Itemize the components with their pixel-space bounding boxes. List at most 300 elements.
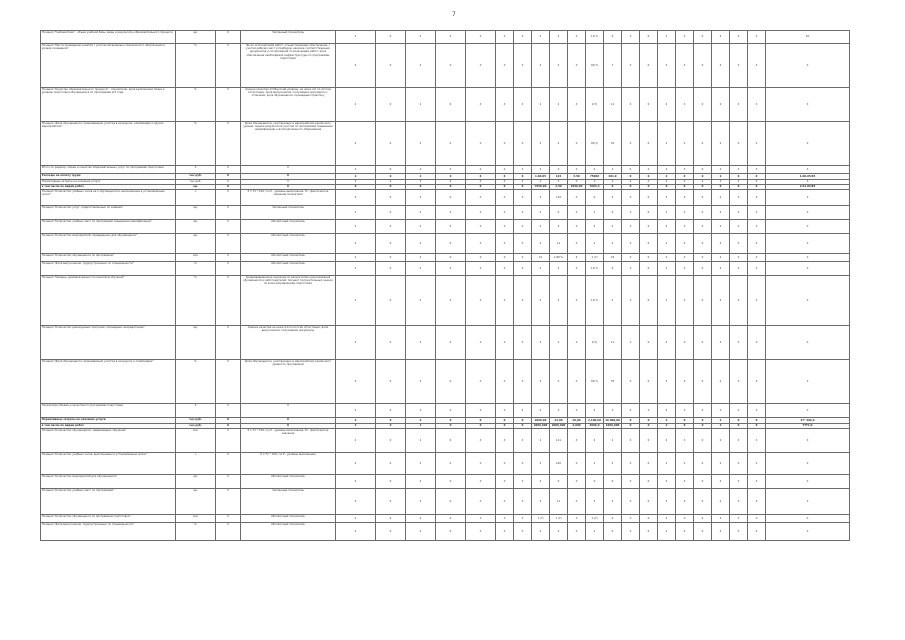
table-cell: 2 <box>532 190 550 206</box>
table-cell: ед. <box>176 489 216 515</box>
table-cell: Х <box>216 515 241 523</box>
table-cell: Х <box>496 44 514 88</box>
table-cell: 0 <box>376 515 406 523</box>
table-cell: 2 <box>336 475 376 489</box>
table-cell: Х <box>622 174 640 180</box>
table-cell: Х <box>568 326 586 360</box>
table-cell: 0 <box>376 262 406 276</box>
report-table-sheet <box>40 30 850 598</box>
table-cell: Х <box>216 190 241 206</box>
table-cell: 2 <box>658 166 676 174</box>
table-cell: Х <box>766 360 850 404</box>
table-cell: Абсолютный показатель <box>241 234 336 254</box>
table-cell: 7603,3 <box>586 185 604 190</box>
table-cell: Х <box>604 404 622 418</box>
table-cell: Х <box>730 489 748 515</box>
table-cell: Х <box>766 515 850 523</box>
table-row <box>41 360 850 404</box>
table-cell: 0 <box>436 429 466 453</box>
table-cell: Х <box>694 185 712 190</box>
table-cell: 2 <box>712 523 730 541</box>
table-cell: чел. <box>176 515 216 523</box>
table-cell: % <box>176 360 216 404</box>
table-cell: 2 <box>712 122 730 166</box>
table-cell: 0 <box>694 453 712 475</box>
table-cell: Х <box>216 276 241 326</box>
table-cell: Х <box>466 166 496 174</box>
table-cell: Х <box>514 31 532 44</box>
table-cell: 2 <box>532 475 550 489</box>
table-cell: 2 <box>712 254 730 262</box>
table-cell: Х <box>216 475 241 489</box>
table-cell: Х <box>730 453 748 475</box>
table-cell: 2 <box>532 122 550 166</box>
table-cell: 0 <box>640 326 658 360</box>
table-cell: 2 <box>336 122 376 166</box>
table-cell: Х <box>514 180 532 185</box>
table-cell: Х <box>568 262 586 276</box>
table-cell: 2 <box>550 31 568 44</box>
table-cell: Х <box>466 220 496 234</box>
table-cell: Х <box>640 166 658 174</box>
table-cell: 0 <box>640 360 658 404</box>
table-cell: 0 <box>640 424 658 429</box>
table-cell: Х <box>550 166 568 174</box>
table-cell: Х <box>568 180 586 185</box>
table-row <box>41 404 850 418</box>
table-cell: 2 <box>658 276 676 326</box>
table-cell: Х <box>216 262 241 276</box>
table-cell: Х <box>216 166 241 174</box>
table-cell: 0 <box>694 190 712 206</box>
table-cell: Позиция "Доля выпускников, трудоустроенных по специальности" <box>41 262 176 276</box>
table-row <box>41 453 850 475</box>
table-cell: 0 <box>640 174 658 180</box>
table-cell: 0 <box>694 44 712 88</box>
table-cell: 11(Y) <box>586 31 604 44</box>
table-cell: Х <box>766 254 850 262</box>
table-cell: Х <box>676 234 694 254</box>
table-cell: 0 <box>640 418 658 424</box>
table-cell: 2 <box>336 418 376 424</box>
table-cell: Х <box>766 404 850 418</box>
table-cell: Х <box>436 404 466 418</box>
table-cell: 2 <box>712 360 730 404</box>
table-cell: Позиция "Доля обучающихся, принимающих участие в конкурсах, олимпиадах и других мероприятиях" <box>41 122 176 166</box>
table-cell: Х <box>730 515 748 523</box>
table-cell: Х <box>568 122 586 166</box>
table-cell: 0 <box>586 475 604 489</box>
table-cell: 2 <box>336 276 376 326</box>
table-cell: 0 <box>640 429 658 453</box>
table-cell: Х <box>436 166 466 174</box>
table-cell: 2 <box>532 360 550 404</box>
table-cell: Х <box>376 180 406 185</box>
table-cell: Численный показатель <box>241 206 336 220</box>
table-row <box>41 523 850 541</box>
table-cell: Х <box>496 326 514 360</box>
table-cell: 0 <box>436 418 466 424</box>
table-cell: Х <box>730 424 748 429</box>
table-cell: Х <box>514 424 532 429</box>
table-cell: Х <box>676 166 694 174</box>
table-cell: Х <box>676 122 694 166</box>
table-cell: Х <box>496 31 514 44</box>
table-cell: Х <box>568 453 586 475</box>
table-cell: % <box>176 276 216 326</box>
table-cell: Нормативные затраты на оказание услуги <box>41 180 176 185</box>
table-cell: 2.01.84/85 <box>766 185 850 190</box>
table-cell: 25 <box>766 31 850 44</box>
table-cell: 2 <box>658 424 676 429</box>
table-cell: Абсолютный показатель <box>241 262 336 276</box>
table-cell: Х <box>766 326 850 360</box>
table-cell: 2 <box>336 254 376 262</box>
table-cell: Х <box>748 262 766 276</box>
table-cell: Позиция "Количество учебных часов, выполненных в установленные сроки" <box>41 453 176 475</box>
table-row <box>41 166 850 174</box>
table-cell: 2 <box>586 453 604 475</box>
table-cell: 0 <box>694 424 712 429</box>
table-cell: 2 <box>550 122 568 166</box>
table-cell: 0 <box>694 326 712 360</box>
table-cell: Х <box>216 122 241 166</box>
table-cell: 43 <box>604 254 622 262</box>
table-row <box>41 489 850 515</box>
table-cell: Х <box>466 31 496 44</box>
table-cell: Х <box>514 174 532 180</box>
table-cell: Х <box>496 424 514 429</box>
table-cell: 116 <box>550 190 568 206</box>
table-cell: 2 <box>658 234 676 254</box>
table-cell: 2 <box>336 234 376 254</box>
table-cell: 2 <box>406 44 436 88</box>
table-cell: 2 <box>336 206 376 220</box>
table-cell: 1956,00 <box>568 185 586 190</box>
table-cell: Х <box>766 206 850 220</box>
table-cell: Х <box>766 276 850 326</box>
table-cell: Х <box>514 234 532 254</box>
table-cell: 401.9 <box>604 174 622 180</box>
table-cell: Х <box>604 185 622 190</box>
table-cell: 2 <box>658 220 676 234</box>
table-row <box>41 262 850 276</box>
table-cell: 2 <box>336 262 376 276</box>
table-cell: 2 <box>586 489 604 515</box>
table-cell: Х <box>216 254 241 262</box>
table-cell: 2 <box>336 429 376 453</box>
table-cell: % <box>176 88 216 122</box>
table-cell: Х <box>496 88 514 122</box>
table-cell: 2 <box>336 44 376 88</box>
table-cell: 0 <box>436 360 466 404</box>
table-cell: Позиция "Количество мероприятий для обучающихся" <box>41 475 176 489</box>
table-cell: Х <box>241 180 336 185</box>
table-cell: 2 <box>586 166 604 174</box>
table-cell: 0 <box>376 523 406 541</box>
table-cell: Позиция "Учебная база" - объем учебной базы, виды и результаты образовательного процесса <box>41 31 176 44</box>
table-cell: 0 <box>376 31 406 44</box>
table-cell: 2 <box>406 122 436 166</box>
table-cell: Абсолютный показатель <box>241 523 336 541</box>
table-cell: Х <box>466 174 496 180</box>
table-cell: 2 <box>532 276 550 326</box>
table-row <box>41 429 850 453</box>
table-cell: Х <box>568 475 586 489</box>
table-cell: 2 <box>586 404 604 418</box>
table-cell: Х <box>676 276 694 326</box>
table-cell: 2 <box>406 262 436 276</box>
table-cell: Х <box>514 220 532 234</box>
table-cell: 2 <box>532 88 550 122</box>
table-cell: 0 <box>622 404 640 418</box>
table-cell: 2000,0 <box>586 424 604 429</box>
table-cell: 0 <box>640 88 658 122</box>
table-cell: 0 <box>376 234 406 254</box>
table-cell: Х <box>766 88 850 122</box>
table-row <box>41 122 850 166</box>
table-cell: 0 <box>376 489 406 515</box>
table-cell: 2 <box>712 424 730 429</box>
table-cell: Х <box>514 262 532 276</box>
table-cell: Х <box>568 360 586 404</box>
table-cell: 0 <box>694 262 712 276</box>
table-cell: 0 <box>436 254 466 262</box>
table-cell: Х <box>496 475 514 489</box>
table-cell: Х <box>496 404 514 418</box>
table-cell: Х <box>496 166 514 174</box>
table-row <box>41 475 850 489</box>
table-cell: Х <box>514 489 532 515</box>
table-cell: Х <box>694 180 712 185</box>
table-cell: Абсолютный показатель <box>241 475 336 489</box>
table-cell: 2 <box>658 254 676 262</box>
table-cell: 2 <box>532 453 550 475</box>
table-row <box>41 31 850 44</box>
table-cell: Х <box>216 523 241 541</box>
table-cell: Х <box>514 429 532 453</box>
table-cell: 0 <box>550 206 568 220</box>
table-cell: Х <box>730 44 748 88</box>
table-cell: Х <box>622 475 640 489</box>
table-cell: Х <box>748 190 766 206</box>
table-cell: Р = Fx * 100 / ns P - уровень выполнения <box>241 453 336 475</box>
table-cell: % <box>176 122 216 166</box>
table-cell: 2 <box>550 262 568 276</box>
table-cell: 2 <box>336 88 376 122</box>
table-cell: Х <box>216 326 241 360</box>
table-cell: 0 <box>694 234 712 254</box>
table-cell: 0 <box>694 174 712 180</box>
table-cell: ед. <box>176 234 216 254</box>
table-cell: Х <box>466 276 496 326</box>
table-cell: 2 <box>532 220 550 234</box>
table-cell: 0 <box>376 453 406 475</box>
table-cell: 91(Y) <box>586 44 604 88</box>
table-cell: Средневзвешенное значение по результатам анкетирования обучающихся и работодателей; процент положительных оценок по всем направлениям подготовки <box>241 276 336 326</box>
table-cell: Х <box>406 166 436 174</box>
table-cell: Х <box>748 360 766 404</box>
table-cell: 100 <box>550 453 568 475</box>
table-cell: 0 <box>604 475 622 489</box>
table-cell: 1(Y) <box>586 88 604 122</box>
table-cell: Х <box>466 254 496 262</box>
table-cell: 11 <box>550 489 568 515</box>
table-cell: Х <box>730 122 748 166</box>
table-cell: 2 <box>406 429 436 453</box>
table-cell: Позиция "Уровень удовлетворенности качеством обучения" <box>41 276 176 326</box>
table-cell: ед. <box>176 31 216 44</box>
table-cell: 0 <box>376 88 406 122</box>
table-cell: Х <box>730 523 748 541</box>
table-cell: Х <box>766 190 850 206</box>
table-cell: Х <box>712 180 730 185</box>
table-cell: Х <box>216 206 241 220</box>
table-cell: 2 <box>406 220 436 234</box>
table-cell: 2 <box>336 166 376 174</box>
table-cell: 2 <box>712 326 730 360</box>
table-cell: Х <box>748 404 766 418</box>
table-cell: тыс.руб. <box>176 180 216 185</box>
table-cell: Х <box>730 206 748 220</box>
table-cell: Позиция "Количество обучающихся по программам подготовки" <box>41 515 176 523</box>
table-cell: чел. <box>176 254 216 262</box>
table-cell: Х <box>748 88 766 122</box>
table-cell: 1000,000 <box>604 424 622 429</box>
table-cell: 0 <box>376 220 406 234</box>
table-cell: Позиция "Количество обучающихся, завершивших обучение" <box>41 429 176 453</box>
table-cell: Х <box>676 489 694 515</box>
table-cell: 2 <box>550 523 568 541</box>
table-cell: 0 <box>376 206 406 220</box>
table-cell: 0 <box>376 475 406 489</box>
table-cell: 0 <box>550 475 568 489</box>
table-cell: Х <box>676 190 694 206</box>
table-cell: Х <box>730 429 748 453</box>
table-cell: Х <box>466 404 496 418</box>
table-cell: Позиция "Количество реализуемых программ, прошедших аккредитацию" <box>41 326 176 360</box>
table-cell: Р = Fx * 100 / ns P - уровень выполнения, Fx - фактическое значение <box>241 429 336 453</box>
table-cell: 0 <box>436 220 466 234</box>
table-cell: Х <box>568 404 586 418</box>
table-cell: 0 <box>694 31 712 44</box>
table-cell: 2 <box>406 453 436 475</box>
table-cell: 0 <box>640 453 658 475</box>
table-cell: Х <box>748 276 766 326</box>
table-cell: Х <box>241 404 336 418</box>
table-cell: 2000,000 <box>532 424 550 429</box>
table-cell: Х <box>241 418 336 424</box>
table-cell: Х <box>466 206 496 220</box>
table-cell: Х <box>676 180 694 185</box>
table-cell: 2 <box>712 429 730 453</box>
table-cell: Позиция "Доля выпускников, трудоустроенных по специальности" <box>41 523 176 541</box>
table-cell: в том числе по видам работ <box>41 185 176 190</box>
table-cell: Х <box>550 180 568 185</box>
table-cell: Численный показатель <box>241 31 336 44</box>
table-cell: 2 <box>532 44 550 88</box>
table-cell: 0 <box>694 166 712 174</box>
table-cell: Х <box>676 326 694 360</box>
table-cell: Х <box>466 234 496 254</box>
table-cell: Абсолютный показатель <box>241 515 336 523</box>
table-cell: Х <box>496 418 514 424</box>
table-cell: Х <box>568 31 586 44</box>
table-cell: % <box>176 44 216 88</box>
table-cell: Х <box>766 234 850 254</box>
table-cell: Х <box>568 276 586 326</box>
table-cell: Х <box>640 180 658 185</box>
table-cell: 2000,00 <box>532 418 550 424</box>
table-cell: 0 <box>376 404 406 418</box>
table-cell: 0 <box>376 326 406 360</box>
table-cell: 2 <box>336 360 376 404</box>
table-cell: Х <box>748 523 766 541</box>
table-cell: 0 <box>376 254 406 262</box>
table-cell: 0 <box>604 206 622 220</box>
table-cell: Расходы на оплату труда <box>41 174 176 180</box>
table-cell: Х <box>730 31 748 44</box>
table-cell: 0 <box>694 122 712 166</box>
table-cell: ед. <box>176 185 216 190</box>
table-row <box>41 220 850 234</box>
table-cell: 0 <box>640 185 658 190</box>
table-cell: 0 <box>436 174 466 180</box>
table-cell: 2 <box>336 174 376 180</box>
table-cell: 0 <box>640 122 658 166</box>
table-cell: 0 <box>376 166 406 174</box>
table-cell: 1.00.05/65 <box>766 174 850 180</box>
table-cell: Х <box>216 185 241 190</box>
table-cell: Х <box>466 489 496 515</box>
table-cell: 2 <box>658 326 676 360</box>
table-cell: Х <box>514 206 532 220</box>
table-cell: Х <box>216 234 241 254</box>
table-row <box>41 254 850 262</box>
table-cell: Х <box>466 475 496 489</box>
table-cell: Х <box>466 326 496 360</box>
table-cell: Х <box>376 185 406 190</box>
table-cell: 2 <box>712 220 730 234</box>
table-cell: Х <box>748 429 766 453</box>
table-cell: Х <box>622 185 640 190</box>
table-cell: Х <box>514 190 532 206</box>
table-cell: 2 <box>712 234 730 254</box>
table-cell: 2 <box>532 234 550 254</box>
table-cell: Х <box>748 475 766 489</box>
table-cell: 2 <box>336 515 376 523</box>
table-cell: 2 <box>406 515 436 523</box>
table-cell: 2 <box>406 254 436 262</box>
table-cell: Х <box>676 262 694 276</box>
table-cell: Х <box>748 31 766 44</box>
table-cell: Х <box>176 404 216 418</box>
table-cell: % <box>176 523 216 541</box>
table-cell: Позиция "Качество образовательного процесса" - показатели, доля выполнения плана и уровень подготовки обучающихся по программам 2/3 года <box>41 88 176 122</box>
table-cell: Х <box>748 418 766 424</box>
table-cell: Х <box>748 254 766 262</box>
table-cell: 11(Y) <box>586 276 604 326</box>
table-cell: Х <box>730 254 748 262</box>
table-cell: Х <box>766 429 850 453</box>
table-cell: 0 <box>640 206 658 220</box>
table-cell: Х <box>514 418 532 424</box>
table-cell: 2 <box>586 234 604 254</box>
table-cell: Х <box>216 31 241 44</box>
table-cell: Позиция "Места проведения занятий с учетом материально-технического обеспечения и уровня оснащения" <box>41 44 176 88</box>
table-cell: Численный показатель <box>241 489 336 515</box>
table-cell: Х <box>568 429 586 453</box>
